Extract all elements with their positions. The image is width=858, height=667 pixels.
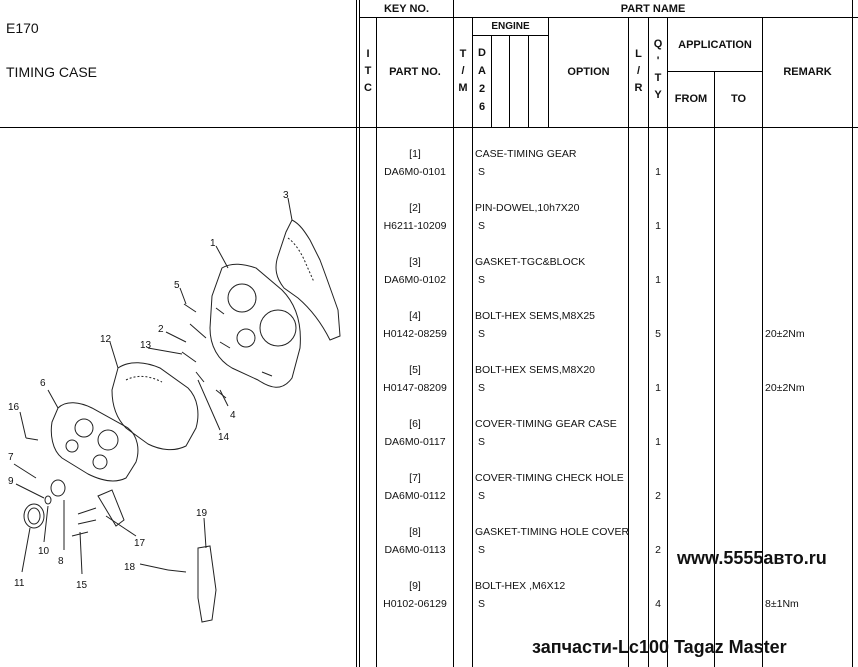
part-spec: S xyxy=(478,436,486,448)
check-hole-cover-shape xyxy=(51,480,65,496)
header-option: OPTION xyxy=(567,66,610,78)
callout-15: 15 xyxy=(76,580,88,591)
callout-10: 10 xyxy=(38,546,50,557)
part-number: DA6M0-0113 xyxy=(384,544,446,556)
header-part-no: PART NO. xyxy=(389,66,441,78)
callout-1: 1 xyxy=(210,238,216,249)
part-number: DA6M0-0112 xyxy=(384,490,446,502)
callout-11: 11 xyxy=(14,578,25,589)
part-name: BOLT-HEX SEMS,M8X25 xyxy=(475,310,596,322)
part-qty: 2 xyxy=(655,490,661,502)
key-number: [8] xyxy=(409,526,421,538)
callout-3: 3 xyxy=(283,190,289,201)
callout-12: 12 xyxy=(100,334,112,345)
part-spec: S xyxy=(478,382,486,394)
part-qty: 2 xyxy=(655,544,661,556)
gasket-tgc-block-shape xyxy=(276,220,340,340)
part-qty: 5 xyxy=(655,328,661,340)
part-spec: S xyxy=(478,328,486,340)
part-number: DA6M0-0101 xyxy=(384,166,446,178)
header-application: APPLICATION xyxy=(678,39,752,51)
callout-14: 14 xyxy=(218,432,230,443)
header-part-name: PART NAME xyxy=(620,3,686,15)
caption-watermark: запчасти-Lc100 Tagaz Master xyxy=(532,637,787,657)
part-number: H6211-10209 xyxy=(383,220,447,232)
site-watermark: www.5555авто.ru xyxy=(677,548,827,568)
sheet-code: E170 xyxy=(6,20,39,36)
part-number: DA6M0-0102 xyxy=(384,274,446,286)
header-lr: L / R xyxy=(634,48,643,94)
part-qty: 1 xyxy=(655,382,661,394)
part-number: H0147-08209 xyxy=(383,382,447,394)
header-from: FROM xyxy=(674,93,708,105)
key-number: [2] xyxy=(409,202,421,214)
part-name: GASKET-TIMING HOLE COVER xyxy=(475,526,630,538)
bracket-shape xyxy=(98,490,124,526)
timing-cover-shape xyxy=(51,403,138,481)
callout-13: 13 xyxy=(140,340,152,351)
callout-labels xyxy=(8,190,289,591)
part-name: BOLT-HEX SEMS,M8X20 xyxy=(475,364,596,376)
part-spec: S xyxy=(478,598,486,610)
bolt-shapes xyxy=(26,304,226,572)
callout-5: 5 xyxy=(174,280,180,291)
key-number: [7] xyxy=(409,472,421,484)
part-qty: 4 xyxy=(655,598,661,610)
part-name: CASE-TIMING GEAR xyxy=(475,148,577,160)
header-engine: ENGINE xyxy=(491,21,530,32)
part-name: PIN-DOWEL,10h7X20 xyxy=(475,202,580,214)
key-number: [6] xyxy=(409,418,421,430)
sheet-title: TIMING CASE xyxy=(6,64,98,80)
part-remark: 20±2Nm xyxy=(765,328,805,340)
exploded-parts-diagram xyxy=(0,128,355,666)
part-number: H0102-06129 xyxy=(383,598,447,610)
callout-9: 9 xyxy=(8,476,14,487)
header-to: TO xyxy=(730,93,747,105)
timing-gear-case-shape xyxy=(210,264,300,387)
part-remark: 20±2Nm xyxy=(765,382,805,394)
callout-8: 8 xyxy=(58,556,64,567)
key-number: [1] xyxy=(409,148,421,160)
part-spec: S xyxy=(478,220,486,232)
part-name: COVER-TIMING GEAR CASE xyxy=(475,418,617,430)
header-engine-code: D A 2 6 xyxy=(478,47,486,113)
part-number: DA6M0-0117 xyxy=(384,436,446,448)
header-key-no: KEY NO. xyxy=(383,3,430,15)
header-itc: I T C xyxy=(364,48,372,94)
callout-6: 6 xyxy=(40,378,46,389)
part-name: COVER-TIMING CHECK HOLE xyxy=(475,472,624,484)
part-remark: 8±1Nm xyxy=(765,598,799,610)
part-spec: S xyxy=(478,544,486,556)
part-qty: 1 xyxy=(655,166,661,178)
header-tm: T / M xyxy=(458,48,468,94)
plate-shape xyxy=(198,546,216,622)
callout-7: 7 xyxy=(8,452,14,463)
callout-18: 18 xyxy=(124,562,136,573)
part-qty: 1 xyxy=(655,220,661,232)
part-spec: S xyxy=(478,274,486,286)
callout-4: 4 xyxy=(230,410,236,421)
key-number: [9] xyxy=(409,580,421,592)
callout-16: 16 xyxy=(8,402,20,413)
gasket-12-shape xyxy=(112,363,198,450)
callout-2: 2 xyxy=(158,324,164,335)
header-qty: Q ' T Y xyxy=(653,38,663,101)
part-name: BOLT-HEX ,M6X12 xyxy=(475,580,566,592)
header-remark: REMARK xyxy=(783,66,832,78)
callout-17: 17 xyxy=(134,538,146,549)
key-number: [4] xyxy=(409,310,421,322)
part-qty: 1 xyxy=(655,274,661,286)
part-name: GASKET-TGC&BLOCK xyxy=(475,256,586,268)
part-spec: S xyxy=(478,490,486,502)
key-number: [5] xyxy=(409,364,421,376)
part-number: H0142-08259 xyxy=(383,328,447,340)
part-qty: 1 xyxy=(655,436,661,448)
callout-19: 19 xyxy=(196,508,208,519)
key-number: [3] xyxy=(409,256,421,268)
part-spec: S xyxy=(478,166,486,178)
